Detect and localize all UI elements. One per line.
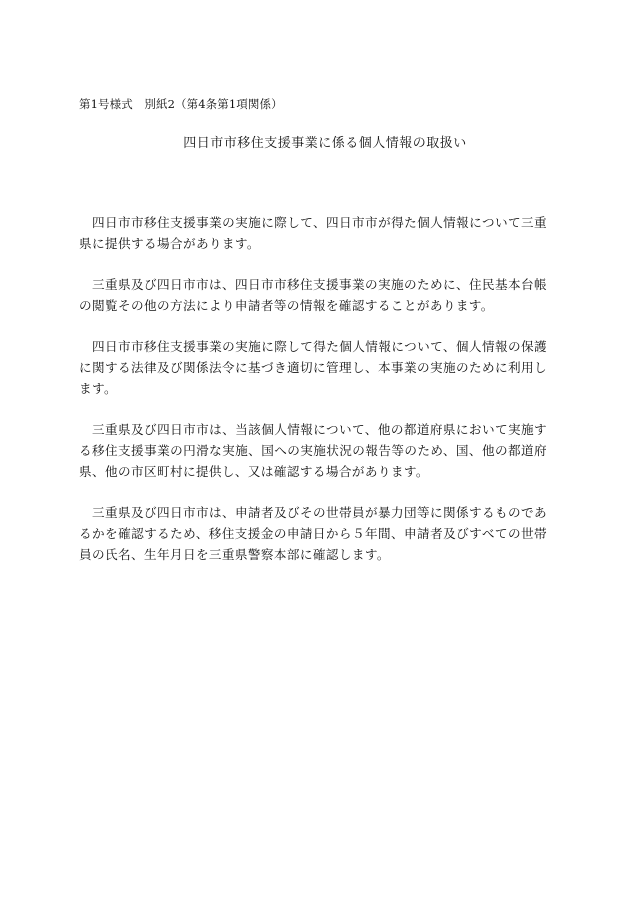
paragraph-provision-to-other-governments: 三重県及び四日市市は、当該個人情報について、他の都道府県において実施する移住支援事業の円滑な実施、国への実施状況の報告等のため、国、他の都道府県、他の市区町村に提供し、又は確認する場合があります。 — [79, 422, 547, 479]
document-body — [79, 212, 547, 585]
paragraph-information-management: 四日市市移住支援事業の実施に際して得た個人情報について、個人情報の保護に関する法律及び関係法令に基づき適切に管理し、本事業の実施のために利用します。 — [79, 339, 547, 396]
paragraph-police-verification: 三重県及び四日市市は、申請者及びその世帯員が暴力団等に関係するものであるかを確認するため、移住支援金の申請日から５年間、申請者及びすべての世帯員の氏名、生年月日を三重県警察本部に確認します。 — [79, 505, 547, 562]
paragraph-resident-registry-check: 三重県及び四日市市は、四日市市移住支援事業の実施のために、住民基本台帳の閲覧その他の方法により申請者等の情報を確認することがあります。 — [79, 277, 547, 313]
form-number-label: 第1号様式 別紙2（第4条第1項関係） — [79, 97, 283, 111]
paragraph-provision-to-prefecture: 四日市市移住支援事業の実施に際して、四日市市が得た個人情報について三重県に提供する場合があります。 — [79, 215, 547, 251]
document-title: 四日市市移住支援事業に係る個人情報の取扱い — [183, 136, 467, 151]
